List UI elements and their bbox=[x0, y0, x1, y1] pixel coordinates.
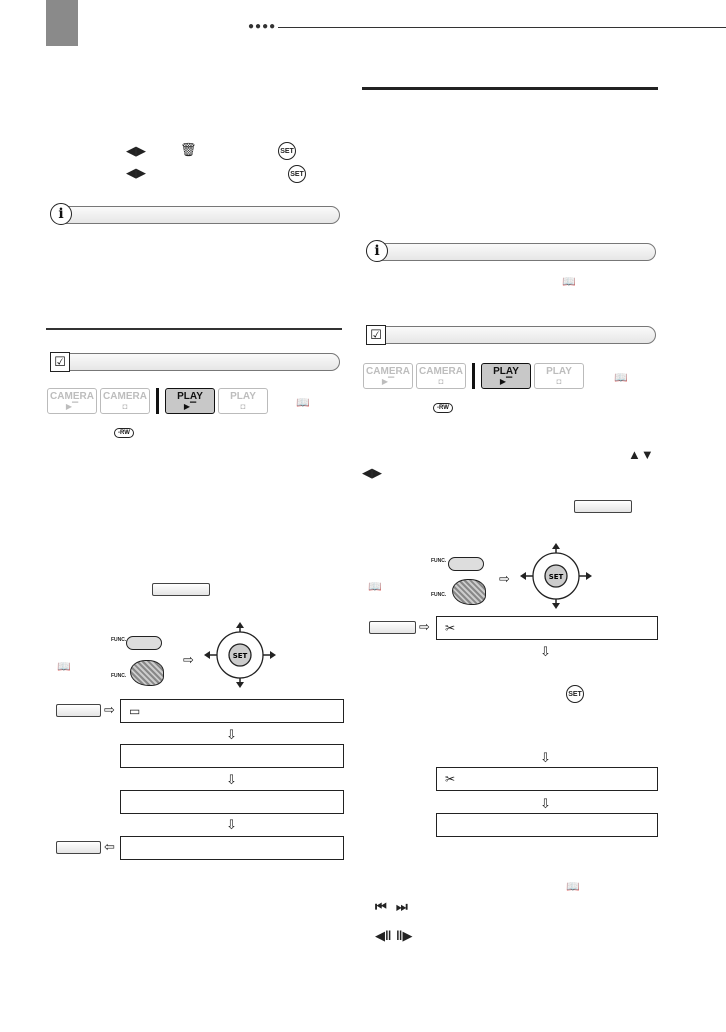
book-icon: 📖 bbox=[296, 397, 310, 409]
checklist-bar bbox=[58, 353, 340, 371]
flow-box-4 bbox=[120, 836, 344, 860]
func-ring-label: FUNC. bbox=[111, 673, 127, 679]
svg-text:SET: SET bbox=[232, 652, 248, 660]
scissors-icon: ✂ bbox=[445, 621, 456, 635]
right-arrow-icon: ⇨ bbox=[104, 702, 115, 717]
left-arrow-icon: ⇦ bbox=[104, 839, 115, 854]
set-button-icon: SET bbox=[278, 142, 296, 160]
right-arrow-icon: ⇨ bbox=[419, 619, 430, 634]
func-ring-icon bbox=[130, 660, 164, 686]
mode-play-movie: PLAY ▶▔ bbox=[165, 388, 215, 414]
book-icon: 📖 bbox=[57, 661, 71, 673]
button-graphic bbox=[574, 500, 632, 513]
checklist-bar bbox=[374, 326, 656, 344]
section-rule bbox=[46, 328, 342, 330]
info-icon: i bbox=[366, 240, 388, 262]
skip-previous-icon: ⏮ bbox=[375, 899, 387, 914]
book-icon: 📖 bbox=[562, 276, 576, 288]
mode-camera-photo: CAMERA ◘ bbox=[100, 388, 150, 414]
left-right-arrows-icon: ◀▶ bbox=[362, 465, 382, 480]
func-button-icon bbox=[126, 636, 162, 650]
control-pad-icon bbox=[204, 622, 276, 688]
rw-disc-icon: -RW bbox=[114, 428, 134, 438]
func-button-graphic bbox=[56, 704, 101, 717]
set-button-icon: SET bbox=[566, 685, 584, 703]
mode-camera-movie: CAMERA ▶▔ bbox=[363, 363, 413, 389]
flow-box-1 bbox=[120, 699, 344, 723]
rw-disc-icon: -RW bbox=[433, 403, 453, 413]
trash-icon: 🗑 bbox=[180, 142, 197, 157]
down-arrow-icon: ⇩ bbox=[226, 727, 237, 742]
button-graphic bbox=[152, 583, 210, 596]
scissors-icon: ✂ bbox=[445, 772, 456, 786]
checklist-icon: ☑ bbox=[366, 325, 386, 345]
mode-camera-movie: CAMERA ▶▔ bbox=[47, 388, 97, 414]
book-icon: 📖 bbox=[566, 881, 580, 893]
flow-box-final bbox=[436, 813, 658, 837]
func-ring-label: FUNC. bbox=[431, 592, 447, 598]
mode-separator bbox=[472, 363, 475, 389]
right-arrow-icon: ⇨ bbox=[499, 571, 510, 586]
mode-selector bbox=[47, 388, 268, 414]
flow-box-divide-confirm bbox=[436, 767, 658, 791]
header-dots: ●●●● bbox=[248, 21, 277, 32]
frame-forward-icon: ‖▶ bbox=[396, 928, 413, 943]
chapter-tab bbox=[46, 0, 78, 46]
book-icon: 📖 bbox=[614, 372, 628, 384]
control-pad-icon bbox=[520, 543, 592, 609]
down-arrow-icon: ⇩ bbox=[540, 644, 551, 659]
func-button-label: FUNC. bbox=[111, 637, 127, 643]
mode-play-photo: PLAY ◘ bbox=[218, 388, 268, 414]
left-right-arrows-icon: ◀▶ bbox=[126, 143, 146, 158]
header-rule bbox=[278, 27, 726, 28]
left-right-arrows-icon: ◀▶ bbox=[126, 165, 146, 180]
down-arrow-icon: ⇩ bbox=[226, 817, 237, 832]
skip-next-icon: ⏭ bbox=[396, 899, 408, 914]
frame-back-icon: ◀‖ bbox=[375, 928, 392, 943]
svg-text:SET: SET bbox=[548, 573, 564, 581]
func-ring-icon bbox=[452, 579, 486, 605]
func-button-label: FUNC. bbox=[431, 558, 447, 564]
mode-play-movie: PLAY ▶▔ bbox=[481, 363, 531, 389]
down-arrow-icon: ⇩ bbox=[540, 750, 551, 765]
note-bar bbox=[374, 243, 656, 261]
checklist-icon: ☑ bbox=[50, 352, 70, 372]
func-button-graphic bbox=[369, 621, 416, 634]
up-down-arrows-icon: ▲▼ bbox=[628, 447, 654, 462]
flow-box-2 bbox=[120, 744, 344, 768]
mode-camera-photo: CAMERA ◘ bbox=[416, 363, 466, 389]
book-icon: 📖 bbox=[368, 581, 382, 593]
func-button-graphic bbox=[56, 841, 101, 854]
down-arrow-icon: ⇩ bbox=[226, 772, 237, 787]
flow-box-divide bbox=[436, 616, 658, 640]
down-arrow-icon: ⇩ bbox=[540, 796, 551, 811]
right-arrow-icon: ⇨ bbox=[183, 652, 194, 667]
section-heading-rule bbox=[362, 87, 658, 90]
mode-play-photo: PLAY ◘ bbox=[534, 363, 584, 389]
func-button-icon bbox=[448, 557, 484, 571]
film-icon: ▭ bbox=[129, 704, 141, 718]
info-icon: i bbox=[50, 203, 72, 225]
note-bar bbox=[58, 206, 340, 224]
mode-separator bbox=[156, 388, 159, 414]
set-button-icon: SET bbox=[288, 165, 306, 183]
mode-selector bbox=[363, 363, 584, 389]
flow-box-3 bbox=[120, 790, 344, 814]
